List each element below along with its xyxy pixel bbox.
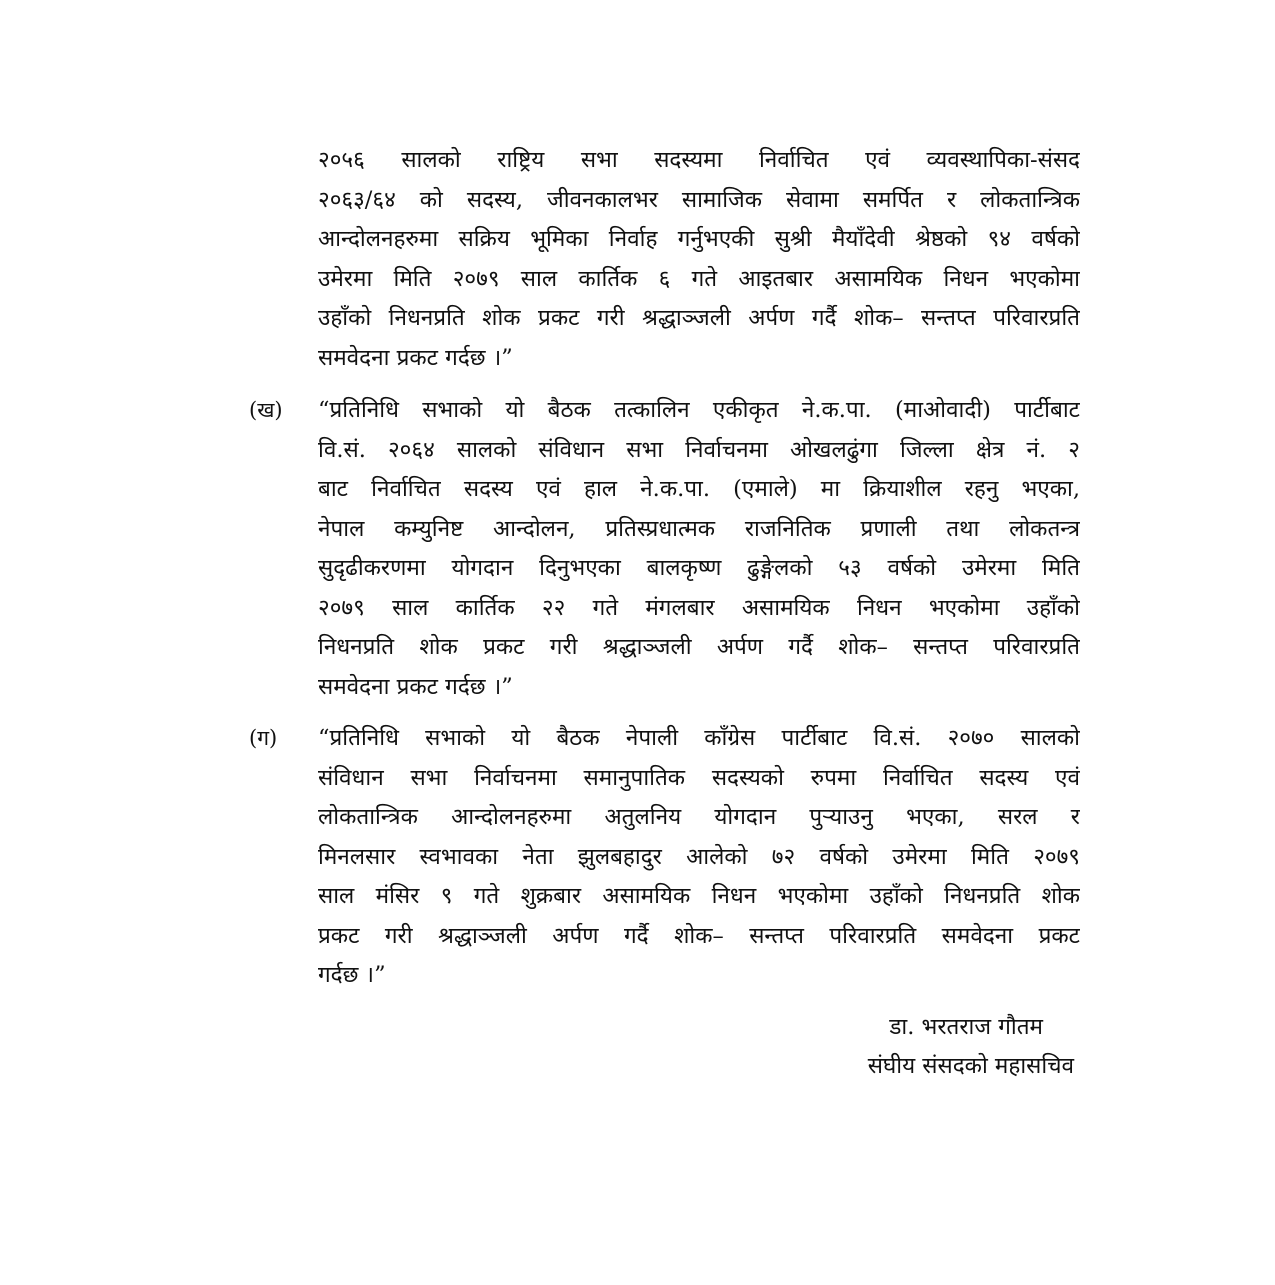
text-line: बाट निर्वाचित सदस्य एवं हाल ने.क.पा. (एमाले) मा क्रियाशील रहनु भएका, xyxy=(318,476,1080,502)
text-line: उमेरमा मिति २०७९ साल कार्तिक ६ गते आइतबार असामयिक निधन भएकोमा xyxy=(318,265,1080,292)
paragraph-kha xyxy=(318,391,1080,707)
text-line: समवेदना प्रकट गर्दछ ।” xyxy=(318,673,513,700)
text-line: २०६३/६४ को सदस्य, जीवनकालभर सामाजिक सेवामा समर्पित र लोकतान्त्रिक xyxy=(318,186,1080,213)
signatory-name: डा. भरतराज गौतम xyxy=(889,1014,1043,1040)
paragraph-marker-kha: (ख) xyxy=(249,398,283,422)
text-line: गर्दछ ।” xyxy=(318,962,386,988)
text-line: साल मंसिर ९ गते शुक्रबार असामयिक निधन भएकोमा उहाँको निधनप्रति शोक xyxy=(318,883,1080,909)
text-line: २०५६ सालको राष्ट्रिय सभा सदस्यमा निर्वाचित एवं व्यवस्थापिका-संसद xyxy=(318,147,1080,173)
text-line: मिनलसार स्वभावका नेता झुलबहादुर आलेको ७२ वर्षको उमेरमा मिति २०७९ xyxy=(318,843,1080,870)
signature-block xyxy=(820,1008,1080,1086)
text-line: समवेदना प्रकट गर्दछ ।” xyxy=(318,344,513,371)
text-line: प्रकट गरी श्रद्धाञ्जली अर्पण गर्दै शोक– सन्तप्त परिवारप्रति समवेदना प्रकट xyxy=(318,922,1080,949)
signatory-title: संघीय संसदको महासचिव xyxy=(867,1053,1074,1079)
text-line: आन्दोलनहरुमा सक्रिय भूमिका निर्वाह गर्नुभएकी सुश्री मैयाँदेवी श्रेष्ठको ९४ वर्षको xyxy=(318,226,1080,252)
text-line: २०७९ साल कार्तिक २२ गते मंगलबार असामयिक निधन भएकोमा उहाँको xyxy=(318,594,1080,621)
paragraph-marker-ga: (ग) xyxy=(249,726,278,750)
text-line: संविधान सभा निर्वाचनमा समानुपातिक सदस्यको रुपमा निर्वाचित सदस्य एवं xyxy=(318,764,1080,791)
text-line: लोकतान्त्रिक आन्दोलनहरुमा अतुलनिय योगदान पुऱ्याउनु भएका, सरल र xyxy=(318,804,1080,830)
text-line: “प्रतिनिधि सभाको यो बैठक तत्कालिन एकीकृत ने.क.पा. (माओवादी) पार्टीबाट xyxy=(318,397,1080,423)
paragraph-continuation xyxy=(318,141,1080,378)
paragraph-ga xyxy=(318,719,1080,996)
text-line: सुदृढीकरणमा योगदान दिनुभएका बालकृष्ण ढुङ्गेलको ५३ वर्षको उमेरमा मिति xyxy=(318,555,1080,581)
text-line: वि.सं. २०६४ सालको संविधान सभा निर्वाचनमा ओखलढुंगा जिल्ला क्षेत्र नं. २ xyxy=(318,436,1080,463)
text-line: नेपाल कम्युनिष्ट आन्दोलन, प्रतिस्प्रधात्मक राजनितिक प्रणाली तथा लोकतन्त्र xyxy=(318,515,1080,542)
text-line: उहाँको निधनप्रति शोक प्रकट गरी श्रद्धाञ्जली अर्पण गर्दै शोक– सन्तप्त परिवारप्रति xyxy=(318,305,1080,331)
text-line: निधनप्रति शोक प्रकट गरी श्रद्धाञ्जली अर्पण गर्दै शोक– सन्तप्त परिवारप्रति xyxy=(318,634,1080,660)
text-line: “प्रतिनिधि सभाको यो बैठक नेपाली काँग्रेस पार्टीबाट वि.सं. २०७० सालको xyxy=(318,725,1080,751)
